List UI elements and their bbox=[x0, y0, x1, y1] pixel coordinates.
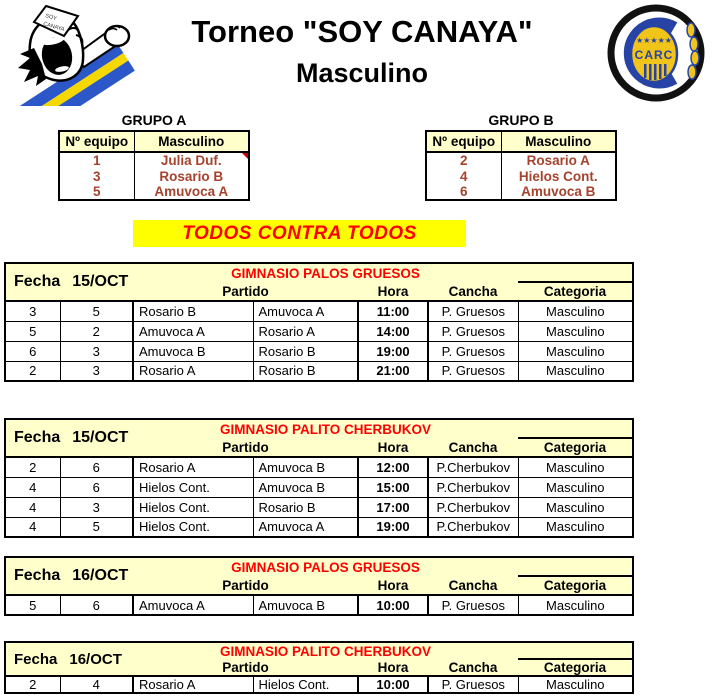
team-number: 5 bbox=[92, 184, 101, 199]
match-row bbox=[5, 301, 633, 321]
match-team2-num: 6 bbox=[60, 477, 133, 497]
match-category: Masculino bbox=[518, 361, 633, 381]
schedule-table-16oct-palito-cherbukov bbox=[4, 641, 634, 694]
group-col-num: Nº equipo bbox=[426, 131, 501, 152]
tournament-title: Torneo "SOY CANAYA" bbox=[191, 14, 533, 49]
header-spacer bbox=[518, 263, 633, 282]
team-name: Julia Duf. bbox=[134, 152, 249, 168]
fecha-cell bbox=[5, 263, 133, 301]
col-cancha: Cancha bbox=[428, 659, 518, 676]
match-team1-num: 2 bbox=[5, 676, 60, 693]
team-row bbox=[426, 152, 616, 168]
match-away: Amuvoca B bbox=[253, 457, 358, 477]
fecha-cell bbox=[5, 642, 133, 676]
match-home: Amuvoca B bbox=[133, 341, 253, 361]
match-time: 19:00 bbox=[358, 517, 428, 537]
hat-text-1: SOY bbox=[44, 13, 58, 23]
team-name: Hielos Cont. bbox=[501, 168, 616, 184]
match-category: Masculino bbox=[518, 477, 633, 497]
match-away: Amuvoca A bbox=[253, 301, 358, 321]
col-categoria: Categoria bbox=[518, 438, 633, 457]
match-time: 14:00 bbox=[358, 321, 428, 341]
match-home: Rosario A bbox=[133, 361, 253, 381]
match-court: P. Gruesos bbox=[428, 361, 518, 381]
match-court: P. Gruesos bbox=[428, 321, 518, 341]
match-court: P.Cherbukov bbox=[428, 477, 518, 497]
team-row bbox=[59, 184, 249, 200]
match-court: P. Gruesos bbox=[428, 341, 518, 361]
match-category: Masculino bbox=[518, 676, 633, 693]
match-away: Rosario B bbox=[253, 341, 358, 361]
fecha-label: Fecha bbox=[14, 273, 61, 290]
team-name: Rosario B bbox=[134, 168, 249, 184]
col-categoria: Categoria bbox=[518, 659, 633, 676]
match-row bbox=[5, 321, 633, 341]
team-name: Amuvoca B bbox=[501, 184, 616, 200]
match-category: Masculino bbox=[518, 321, 633, 341]
fecha-cell bbox=[5, 419, 133, 457]
match-time: 15:00 bbox=[358, 477, 428, 497]
match-home: Hielos Cont. bbox=[133, 517, 253, 537]
match-row bbox=[5, 477, 633, 497]
col-categoria: Categoria bbox=[518, 282, 633, 301]
team-name: Amuvoca A bbox=[134, 184, 249, 200]
match-row bbox=[5, 595, 633, 615]
match-team2-num: 6 bbox=[60, 457, 133, 477]
match-away: Hielos Cont. bbox=[253, 676, 358, 693]
match-away: Amuvoca B bbox=[253, 477, 358, 497]
match-team1-num: 5 bbox=[5, 595, 60, 615]
schedule-table-16oct-palos-gruesos bbox=[4, 556, 634, 616]
match-home: Rosario B bbox=[133, 301, 253, 321]
group-b-title: GRUPO B bbox=[488, 112, 554, 128]
match-home: Hielos Cont. bbox=[133, 477, 253, 497]
match-home: Rosario A bbox=[133, 457, 253, 477]
match-category: Masculino bbox=[518, 457, 633, 477]
match-team1-num: 4 bbox=[5, 517, 60, 537]
match-category: Masculino bbox=[518, 341, 633, 361]
match-team2-num: 3 bbox=[60, 497, 133, 517]
match-time: 10:00 bbox=[358, 595, 428, 615]
match-court: P.Cherbukov bbox=[428, 457, 518, 477]
tournament-subtitle: Masculino bbox=[295, 58, 429, 88]
fecha-label: Fecha bbox=[14, 650, 58, 668]
fecha-cell bbox=[5, 557, 133, 595]
group-b-panel bbox=[425, 110, 617, 201]
fecha-date: 15/OCT bbox=[72, 429, 129, 446]
match-court: P. Gruesos bbox=[428, 301, 518, 321]
col-cancha: Cancha bbox=[428, 576, 518, 595]
match-time: 12:00 bbox=[358, 457, 428, 477]
header-spacer bbox=[518, 557, 633, 576]
match-away: Amuvoca B bbox=[253, 595, 358, 615]
match-team1-num: 4 bbox=[5, 477, 60, 497]
match-category: Masculino bbox=[518, 497, 633, 517]
match-home: Amuvoca A bbox=[133, 321, 253, 341]
col-hora: Hora bbox=[358, 659, 428, 676]
team-row bbox=[426, 184, 616, 200]
match-team2-num: 4 bbox=[60, 676, 133, 693]
match-team2-num: 6 bbox=[60, 595, 133, 615]
gym-name: GIMNASIO PALITO CHERBUKOV bbox=[133, 642, 518, 659]
match-row bbox=[5, 517, 633, 537]
crest-initials: CARC bbox=[634, 48, 674, 62]
match-time: 19:00 bbox=[358, 341, 428, 361]
team-number: 6 bbox=[459, 184, 468, 199]
match-team1-num: 5 bbox=[5, 321, 60, 341]
match-category: Masculino bbox=[518, 595, 633, 615]
gym-name: GIMNASIO PALOS GRUESOS bbox=[133, 263, 518, 282]
col-partido: Partido bbox=[133, 659, 358, 676]
match-away: Rosario B bbox=[253, 497, 358, 517]
match-team2-num: 3 bbox=[60, 361, 133, 381]
fecha-date: 16/OCT bbox=[72, 567, 129, 584]
match-row bbox=[5, 676, 633, 693]
team-name: Rosario A bbox=[501, 152, 616, 168]
match-team2-num: 5 bbox=[60, 517, 133, 537]
match-team1-num: 6 bbox=[5, 341, 60, 361]
header-spacer bbox=[518, 419, 633, 438]
match-court: P. Gruesos bbox=[428, 676, 518, 693]
group-col-name: Masculino bbox=[134, 131, 249, 152]
col-categoria: Categoria bbox=[518, 576, 633, 595]
team-row bbox=[59, 168, 249, 184]
match-row bbox=[5, 361, 633, 381]
team-number: 1 bbox=[92, 153, 101, 168]
match-team2-num: 2 bbox=[60, 321, 133, 341]
todos-contra-todos-banner: TODOS CONTRA TODOS bbox=[133, 220, 466, 247]
team-row bbox=[59, 152, 249, 168]
group-col-num: Nº equipo bbox=[59, 131, 134, 152]
col-hora: Hora bbox=[358, 282, 428, 301]
team-number: 4 bbox=[459, 168, 468, 184]
match-row bbox=[5, 497, 633, 517]
match-court: P.Cherbukov bbox=[428, 517, 518, 537]
match-court: P.Cherbukov bbox=[428, 497, 518, 517]
crest-stars: ★★★★★ bbox=[636, 36, 672, 45]
match-team1-num: 2 bbox=[5, 457, 60, 477]
fecha-date: 16/OCT bbox=[69, 650, 122, 668]
col-partido: Partido bbox=[133, 576, 358, 595]
schedule-table-15oct-palos-gruesos bbox=[4, 262, 634, 382]
match-away: Rosario B bbox=[253, 361, 358, 381]
match-away: Rosario A bbox=[253, 321, 358, 341]
fecha-label: Fecha bbox=[14, 567, 61, 584]
col-partido: Partido bbox=[133, 282, 358, 301]
group-col-name: Masculino bbox=[501, 131, 616, 152]
col-cancha: Cancha bbox=[428, 438, 518, 457]
match-team1-num: 3 bbox=[5, 301, 60, 321]
team-number: 3 bbox=[92, 168, 101, 184]
group-a-table bbox=[58, 130, 250, 201]
match-team1-num: 2 bbox=[5, 361, 60, 381]
match-team2-num: 5 bbox=[60, 301, 133, 321]
match-team1-num: 4 bbox=[5, 497, 60, 517]
col-cancha: Cancha bbox=[428, 282, 518, 301]
match-home: Hielos Cont. bbox=[133, 497, 253, 517]
fecha-date: 15/OCT bbox=[72, 273, 129, 290]
team-number: 2 bbox=[459, 153, 468, 168]
rosario-central-crest-logo bbox=[598, 3, 716, 103]
match-time: 17:00 bbox=[358, 497, 428, 517]
group-b-table bbox=[425, 130, 617, 201]
match-row bbox=[5, 341, 633, 361]
schedule-table-15oct-palito-cherbukov bbox=[4, 418, 634, 538]
match-category: Masculino bbox=[518, 301, 633, 321]
col-partido: Partido bbox=[133, 438, 358, 457]
match-home: Rosario A bbox=[133, 676, 253, 693]
match-team2-num: 3 bbox=[60, 341, 133, 361]
header-spacer bbox=[518, 642, 633, 659]
fecha-label: Fecha bbox=[14, 429, 61, 446]
match-row bbox=[5, 457, 633, 477]
group-a-panel bbox=[58, 110, 250, 201]
match-court: P. Gruesos bbox=[428, 595, 518, 615]
gym-name: GIMNASIO PALITO CHERBUKOV bbox=[133, 419, 518, 438]
col-hora: Hora bbox=[358, 438, 428, 457]
match-category: Masculino bbox=[518, 517, 633, 537]
hat-text-2: CANAYA bbox=[42, 21, 66, 33]
gym-name: GIMNASIO PALOS GRUESOS bbox=[133, 557, 518, 576]
match-away: Amuvoca A bbox=[253, 517, 358, 537]
col-hora: Hora bbox=[358, 576, 428, 595]
group-a-title: GRUPO A bbox=[121, 112, 187, 128]
match-time: 10:00 bbox=[358, 676, 428, 693]
match-time: 21:00 bbox=[358, 361, 428, 381]
team-row bbox=[426, 168, 616, 184]
match-time: 11:00 bbox=[358, 301, 428, 321]
match-home: Amuvoca A bbox=[133, 595, 253, 615]
